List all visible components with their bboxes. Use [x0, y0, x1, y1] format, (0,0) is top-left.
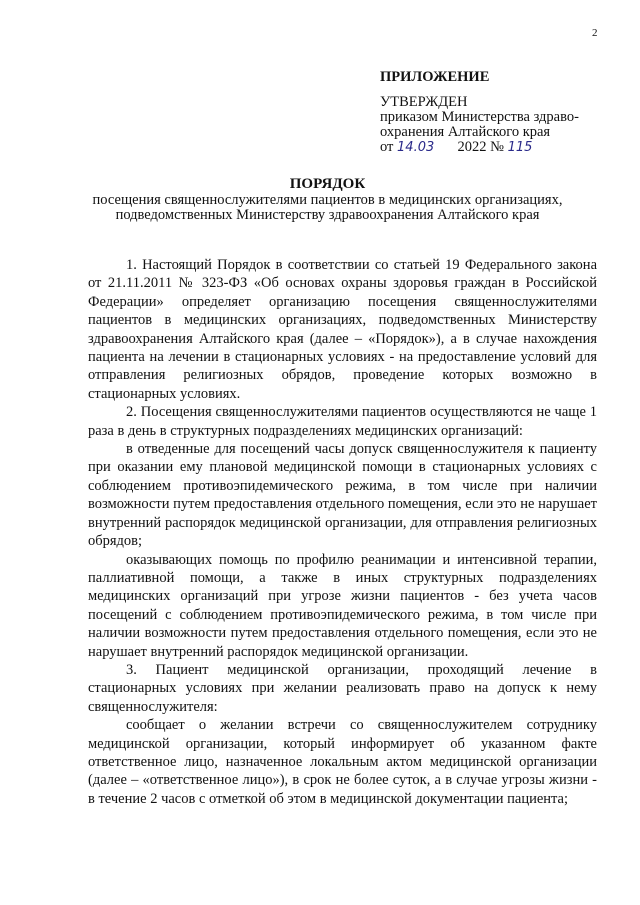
document-subtitle-line-2: подведомственных Министерству здравоохранения Алтайского края [115, 207, 540, 223]
order-date-line [380, 140, 610, 155]
document-title-block [60, 176, 595, 223]
paragraph-3-item-1: сообщает о желании встречи со священнослужителем сотруднику медицинской организации, который информирует об указанном факте ответственное лицо, назначенное локальным актом медицинской организации (далее – «ответственное лицо»), в срок не более суток, а в случае угрозы жизни - в течение 2 часов с отметкой об этом в медицинской документации пациента; [88, 717, 597, 807]
order-line-2: охранения Алтайского края [380, 124, 551, 140]
document-body [88, 256, 597, 808]
paragraph-2-item-2: оказывающих помощь по профилю реанимации и интенсивной терапии, паллиативной помощи, а также в иных структурных подразделениях медицинских организаций при угрозе жизни пациентов - без учета часов посещений с соблюдением противоэпидемического режима, в том числе при наличии возможности путем предоставления отдельного помещения, если это не нарушает внутренний распорядок медицинской организации. [88, 551, 597, 660]
handwritten-order-number: 115 [507, 140, 533, 155]
document-subtitle-line-1: посещения священнослужителями пациентов в медицинских организациях, [92, 192, 563, 208]
approval-block [380, 70, 610, 155]
paragraph-2: 2. Посещения священнослужителями пациентов осуществляются не чаще 1 раза в день в структурных подразделениях медицинских организаций: [88, 404, 597, 439]
paragraph-2-item-1: в отведенные для посещений часы допуск священнослужителя к пациенту при оказании ему плановой медицинской помощи в стационарных условиях с соблюдением противоэпидемического режима, в том числе при наличии возможности путем предоставления отдельного помещения, если это не нарушает внутренний распорядок медицинской организации, для отправления религиозных обрядов; [88, 441, 598, 550]
order-line-1: приказом Министерства здраво- [380, 109, 579, 125]
handwritten-date: 14.03 [397, 140, 435, 155]
paragraph-3: 3. Пациент медицинской организации, проходящий лечение в стационарных условиях при желании реализовать право на допуск к нему священнослужителя: [88, 661, 597, 715]
approved-label: УТВЕРЖДЕН [380, 94, 468, 110]
order-year: 2022 № [457, 139, 504, 155]
document-title: ПОРЯДОК [289, 176, 366, 192]
appendix-heading: ПРИЛОЖЕНИЕ [380, 69, 490, 85]
page-number: 2 [592, 27, 598, 39]
paragraph-1: 1. Настоящий Порядок в соответствии со статьей 19 Федерального закона от 21.11.2011 № 323-ФЗ «Об основах охраны здоровья граждан в Российской Федерации» определяет организацию посещения священнослужителями пациентов в медицинских организациях, подведомственных Министерству здравоохранения Алтайского края (далее – «Порядок»), а в случае нахождения пациента на лечении в стационарных условиях - на предоставление условий для отправления религиозных обрядов, проведение которых возможно в стационарных условиях. [88, 257, 597, 402]
date-prefix: от [380, 139, 394, 155]
